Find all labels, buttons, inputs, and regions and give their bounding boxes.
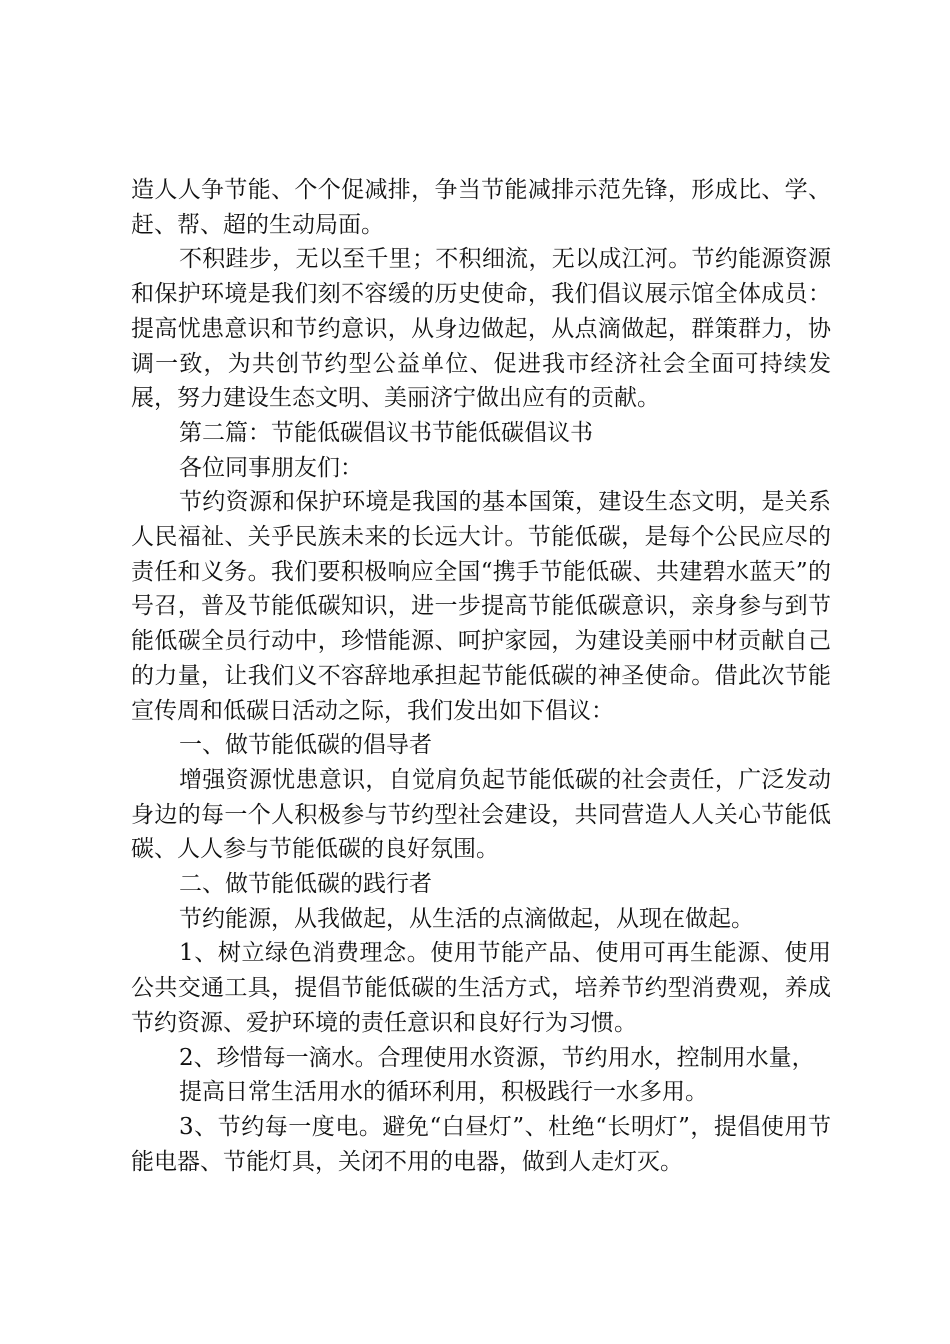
section-heading-part-two: 第二篇：节能低碳倡议书节能低碳倡议书 <box>179 419 593 446</box>
heading-practitioner: 二、做节能低碳的践行者 <box>179 871 432 898</box>
paragraph-advocate: 增强资源忧患意识，自觉肩负起节能低碳的社会责任，广泛发动身边的每一个人积极参与节约型社会建设，共同营造人人关心节能低碳、人人参与节能低碳的良好氛围。 <box>131 766 831 863</box>
item-green-consumption: 1、树立绿色消费理念。使用节能产品、使用可再生能源、使用公共交通工具，提倡节能低碳的生活方式，培养节约型消费观，养成节约资源、爱护环境的责任意识和良好行为习惯。 <box>131 940 831 1036</box>
paragraph-continuation: 造人人争节能、个个促减排，争当节能减排示范先锋，形成比、学、赶、帮、超的生动局面。 <box>131 177 831 238</box>
item-save-electricity: 3、节约每一度电。避免“白昼灯”、杜绝“长明灯”，提倡使用节能电器、节能灯具，关闭不用的电器，做到人走灯灭。 <box>131 1113 831 1175</box>
salutation: 各位同事朋友们： <box>179 454 363 481</box>
paragraph-intro-conclusion: 不积跬步，无以至千里；不积细流，无以成江河。节约能源资源和保护环境是我们刻不容缓的历史使命，我们倡议展示馆全体成员：提高忧患意识和节约意识，从身边做起，从点滴做起，群策群力，协调一致，为共创节约型公益单位、促进我市经济社会全面可持续发展，努力建设生态文明、美丽济宁做出应有的贡献。 <box>131 246 831 412</box>
heading-advocate: 一、做节能低碳的倡导者 <box>179 732 432 759</box>
paragraph-practitioner: 节约能源，从我做起，从生活的点滴做起，从现在做起。 <box>179 905 754 932</box>
item-save-water: 2、珍惜每一滴水。合理使用水资源，节约用水，控制用水量， <box>179 1044 815 1071</box>
paragraph-preamble: 节约资源和保护环境是我国的基本国策，建设生态文明，是关系人民福祉、关乎民族未来的长远大计。节能低碳，是每个公民应尽的责任和义务。我们要积极响应全国“携手节能低碳、共建碧水蓝天”的号召，普及节能低碳知识，进一步提高节能低碳意识，亲身参与到节能低碳全员行动中，珍惜能源、呵护家园，为建设美丽中材贡献自己的力量，让我们义不容辞地承担起节能低碳的神圣使命。借此次节能宣传周和低碳日活动之际，我们发出如下倡议： <box>131 489 831 724</box>
item-save-water-continued: 提高日常生活用水的循环利用，积极践行一水多用。 <box>179 1079 708 1106</box>
document-body <box>131 173 831 1179</box>
